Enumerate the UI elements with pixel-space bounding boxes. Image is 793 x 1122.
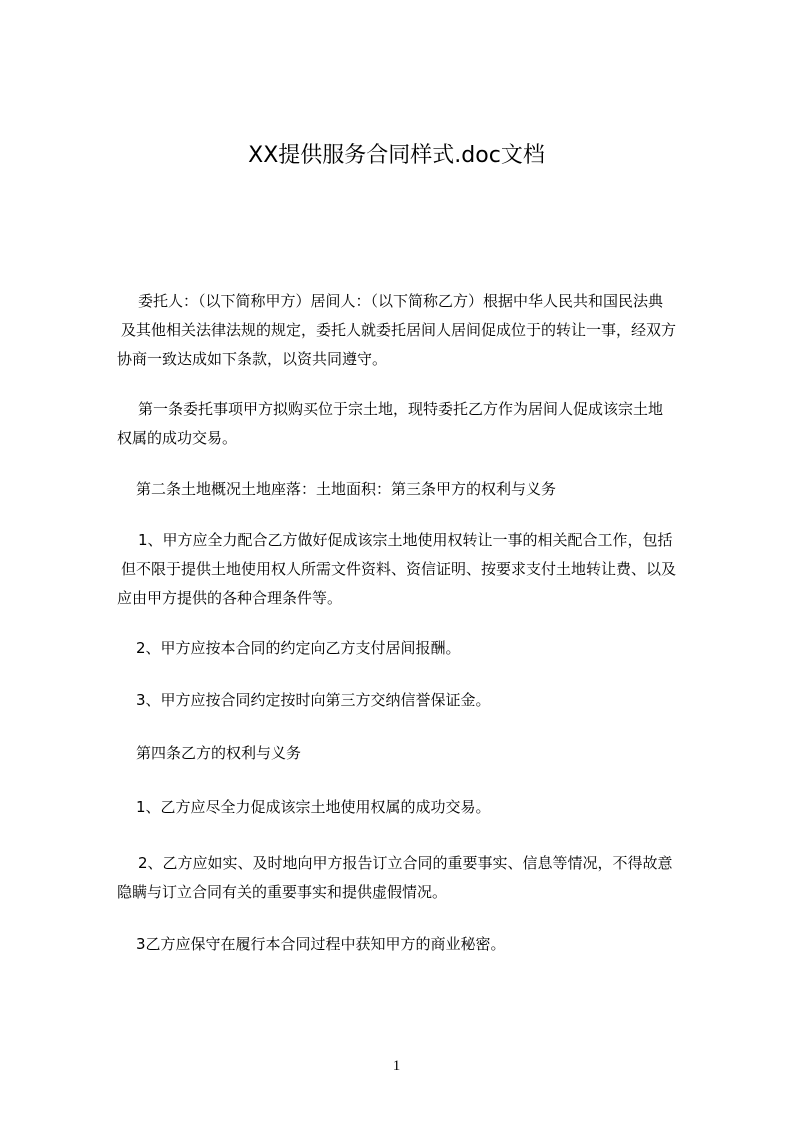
page-number: 1	[392, 1058, 401, 1074]
text-line: 1、乙方应尽全力促成该宗土地使用权属的成功交易。	[136, 798, 491, 816]
text-line: 应由甲方提供的各种合理条件等。	[117, 589, 343, 607]
text-line: 3、甲方应按合同约定按时向第三方交纳信誉保证金。	[136, 691, 491, 709]
paragraph-party-a-item-1	[117, 526, 717, 613]
text-line: 3乙方应保守在履行本合同过程中获知甲方的商业秘密。	[136, 935, 506, 953]
text-line: 协商一致达成如下条款，以资共同遵守。	[117, 350, 388, 368]
paragraph-party-b-item-1	[117, 793, 717, 822]
paragraph-party-a-item-3	[117, 686, 717, 715]
paragraph-article-1	[117, 395, 717, 453]
paragraph-article-4	[117, 739, 717, 768]
text-line: 第四条乙方的权利与义务	[136, 744, 302, 762]
paragraph-party-a-item-2	[117, 634, 717, 663]
text-line: 委托人：（以下简称甲方）居间人：（以下简称乙方）根据中华人民共和国民法典	[138, 292, 664, 310]
text-line: 第二条土地概况土地座落：土地面积：第三条甲方的权利与义务	[136, 480, 557, 498]
text-line: 1、甲方应全力配合乙方做好促成该宗土地使用权转让一事的相关配合工作，包括	[138, 531, 673, 549]
paragraph-article-2-3	[117, 475, 717, 504]
text-line: 隐瞒与订立合同有关的重要事实和提供虚假情况。	[117, 883, 448, 901]
text-line: 第一条委托事项甲方拟购买位于宗土地，现特委托乙方作为居间人促成该宗土地	[138, 400, 664, 418]
text-line: 2、甲方应按本合同的约定向乙方支付居间报酬。	[136, 639, 461, 657]
text-line: 2、乙方应如实、及时地向甲方报告订立合同的重要事实、信息等情况，不得故意	[138, 854, 673, 872]
paragraph-preamble	[117, 287, 717, 374]
paragraph-party-b-item-2	[117, 849, 717, 907]
document-title: XX提供服务合同样式.doc文档	[248, 143, 545, 168]
text-line: 权属的成功交易。	[117, 429, 238, 447]
text-line: 及其他相关法律法规的规定，委托人就委托居间人居间促成位于的转让一事，经双方	[121, 321, 677, 339]
text-line: 但不限于提供土地使用权人所需文件资料、资信证明、按要求支付土地转让费、以及	[121, 560, 677, 578]
paragraph-party-b-item-3	[117, 930, 717, 959]
